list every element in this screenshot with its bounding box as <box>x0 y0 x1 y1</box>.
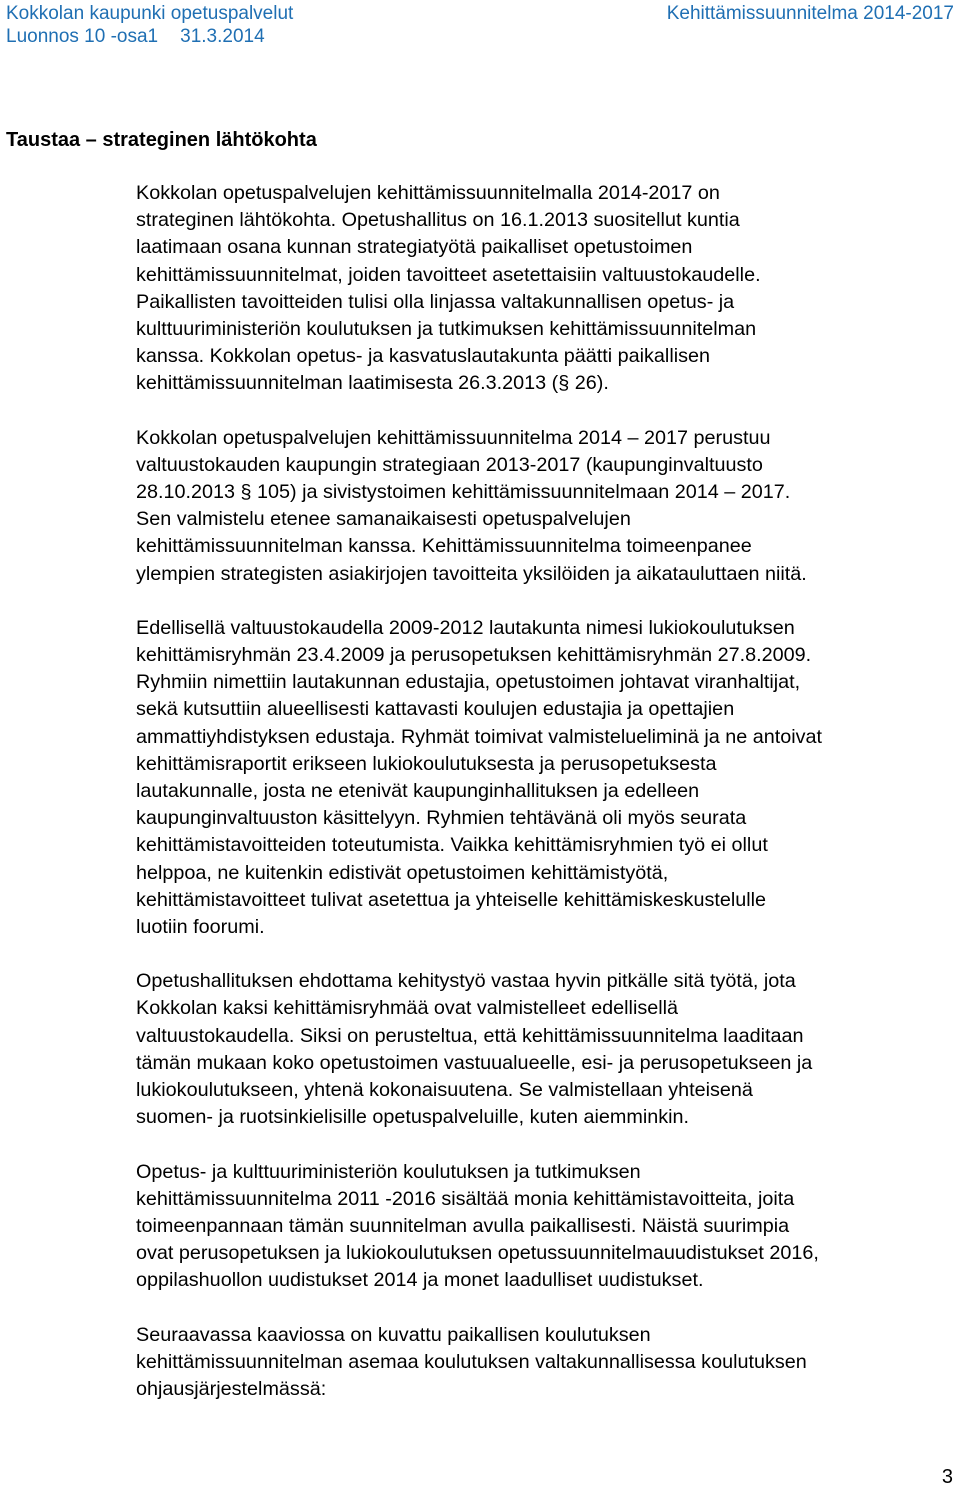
text-line: Edellisellä valtuustokaudella 2009-2012 lautakunta nimesi lukiokoulutuksen <box>136 616 795 639</box>
text-line: oppilashuollon uudistukset 2014 ja monet laadulliset uudistukset. <box>136 1269 704 1292</box>
paragraph <box>136 425 956 588</box>
text-line: kehittämissuunnitelman kanssa. Kehittämissuunnitelma toimeenpanee <box>136 535 752 558</box>
header-left <box>6 2 293 48</box>
header-date: 31.3.2014 <box>180 26 265 47</box>
paragraph <box>136 615 956 941</box>
text-line: sekä kutsuttiin alueellisesti kattavasti koulujen edustajia ja opettajien <box>136 698 735 721</box>
text-line: kehittämistavoitteet tulivat asetettua ja yhteiselle kehittämiskeskustelulle <box>136 888 767 911</box>
text-line: Kokkolan opetuspalvelujen kehittämissuunnitelma 2014 – 2017 perustuu <box>136 426 771 449</box>
header-org: Kokkolan kaupunki opetuspalvelut <box>6 3 294 24</box>
text-line: Seuraavassa kaaviossa on kuvattu paikallisen koulutuksen <box>136 1323 651 1346</box>
text-line: kehittämistavoitteiden toteutumista. Vaikka kehittämisryhmien työ ei ollut <box>136 834 768 857</box>
text-line: kehittämissuunnitelman asemaa koulutuksen valtakunnallisessa koulutuksen <box>136 1350 807 1373</box>
text-line: valtuustokauden kaupungin strategiaan 2013-2017 (kaupunginvaltuusto <box>136 453 763 476</box>
body-content <box>136 180 956 1430</box>
text-line: kehittämissuunnitelmat, joiden tavoitteet asetettaisiin valtuustokaudelle. <box>136 263 761 286</box>
page-number: 3 <box>941 1466 953 1488</box>
text-line: strateginen lähtökohta. Opetushallitus on 16.1.2013 suositellut kuntia <box>136 209 740 232</box>
header-right <box>667 2 954 25</box>
text-line: Paikallisten tavoitteiden tulisi olla linjassa valtakunnallisen opetus- ja <box>136 290 735 313</box>
text-line: helppoa, ne kuitenkin edistivät opetustoimen kehittämistyötä, <box>136 861 669 884</box>
text-line: ovat perusopetuksen ja lukiokoulutuksen opetussuunnitelmauudistukset 2016, <box>136 1242 819 1265</box>
text-line: tämän mukaan koko opetustoimen vastuualueelle, esi- ja perusopetukseen ja <box>136 1051 813 1074</box>
text-line: Opetus- ja kulttuuriministeriön koulutuksen ja tutkimuksen <box>136 1160 641 1183</box>
text-line: valtuustokaudella. Siksi on perusteltua, että kehittämissuunnitelma laaditaan <box>136 1024 804 1047</box>
text-line: Kokkolan kaksi kehittämisryhmää ovat valmistelleet edellisellä <box>136 997 679 1020</box>
text-line: lautakunnalle, josta ne etenivät kaupunginhallituksen ja edelleen <box>136 780 700 803</box>
text-line: Opetushallituksen ehdottama kehitystyö vastaa hyvin pitkälle sitä työtä, jota <box>136 970 796 993</box>
text-line: ammattiyhdistyksen edustaja. Ryhmät toimivat valmistelueliminä ja ne antoivat <box>136 725 823 748</box>
page-header <box>6 2 954 48</box>
text-line: toimeenpannaan tämän suunnitelman avulla paikallisesti. Näistä suurimpia <box>136 1214 790 1237</box>
header-draft-line <box>6 25 293 48</box>
section-title: Taustaa – strateginen lähtökohta <box>6 129 317 151</box>
text-line: kulttuuriministeriön koulutuksen ja tutkimuksen kehittämissuunnitelman <box>136 318 757 341</box>
paragraph <box>136 180 956 398</box>
paragraph <box>136 968 956 1131</box>
text-line: Sen valmistelu etenee samanaikaisesti opetuspalvelujen <box>136 508 631 531</box>
text-line: luotiin foorumi. <box>136 916 265 939</box>
text-line: kehittämissuunnitelma 2011 -2016 sisältää monia kehittämistavoitteita, joita <box>136 1187 795 1210</box>
text-line: ohjausjärjestelmässä: <box>136 1377 327 1400</box>
header-draft: Luonnos 10 -osa1 <box>6 26 159 47</box>
paragraph <box>136 1322 956 1404</box>
text-line: kehittämisraportit erikseen lukiokoulutuksesta ja perusopetuksesta <box>136 752 717 775</box>
text-line: ylempien strategisten asiakirjojen tavoitteita yksilöiden ja aikatauluttaen niitä. <box>136 562 807 585</box>
text-line: laatimaan osana kunnan strategiatyötä paikalliset opetustoimen <box>136 236 693 259</box>
text-line: Ryhmiin nimettiin lautakunnan edustajia, opetustoimen johtavat viranhaltijat, <box>136 671 801 694</box>
text-line: lukiokoulutukseen, yhtenä kokonaisuutena. Se valmistellaan yhteisenä <box>136 1079 753 1102</box>
text-line: kanssa. Kokkolan opetus- ja kasvatuslautakunta päätti paikallisen <box>136 345 711 368</box>
text-line: Kokkolan opetuspalvelujen kehittämissuunnitelmalla 2014-2017 on <box>136 182 720 204</box>
text-line: kehittämissuunnitelman laatimisesta 26.3.2013 (§ 26). <box>136 372 609 395</box>
text-line: suomen- ja ruotsinkielisille opetuspalveluille, kuten aiemminkin. <box>136 1106 690 1129</box>
text-line: 28.10.2013 § 105) ja sivistystoimen kehittämissuunnitelmaan 2014 – 2017. <box>136 481 791 504</box>
text-line: kehittämisryhmän 23.4.2009 ja perusopetuksen kehittämisryhmän 27.8.2009. <box>136 644 812 667</box>
header-doc-title: Kehittämissuunnitelma 2014-2017 <box>666 3 954 24</box>
text-line: kaupunginvaltuuston käsittelyyn. Ryhmien tehtävänä oli myös seurata <box>136 807 747 830</box>
paragraph <box>136 1159 956 1295</box>
